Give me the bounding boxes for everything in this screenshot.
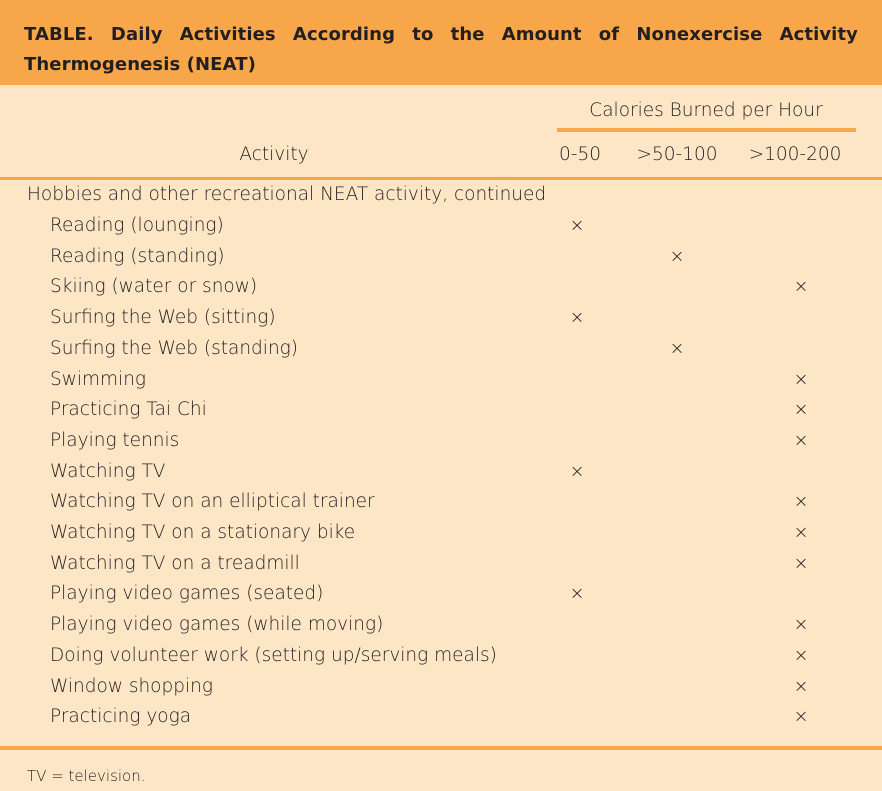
table-row: [0, 610, 882, 641]
mark-c3: ×: [793, 644, 809, 666]
mark-c2: ×: [669, 337, 685, 359]
table-row: [0, 365, 882, 396]
header-divider: [0, 177, 882, 180]
table-title: TABLE. Daily Activities According to the Amount of Nonexercise Activity Thermogenesis (NEAT): [0, 0, 882, 85]
table-row: [0, 211, 882, 242]
mark-c2: ×: [669, 245, 685, 267]
mark-c3: ×: [793, 706, 809, 728]
table-row: [0, 579, 882, 610]
activity-label: Watching TV on a treadmill: [50, 552, 300, 574]
footnote: TV = television.: [27, 767, 146, 785]
mark-c1: ×: [569, 307, 585, 329]
calories-header-rule: [557, 128, 856, 132]
mark-c3: ×: [793, 429, 809, 451]
activity-label: Playing video games (seated): [50, 583, 324, 605]
mark-c3: ×: [793, 276, 809, 298]
mark-c3: ×: [793, 399, 809, 421]
table-row: [0, 641, 882, 672]
activity-label: Practicing Tai Chi: [50, 399, 207, 421]
table-row: [0, 272, 882, 303]
calories-header: Calories Burned per Hour: [589, 100, 823, 121]
mark-c1: ×: [569, 583, 585, 605]
activity-label: Practicing yoga: [50, 706, 192, 728]
activity-label: Skiing (water or snow): [50, 276, 258, 298]
table-row: [0, 487, 882, 518]
activity-column-header: Activity: [239, 144, 309, 165]
table-row: [0, 457, 882, 488]
activity-label: Watching TV: [50, 460, 166, 482]
section-heading: Hobbies and other recreational NEAT activity, continued: [27, 184, 547, 205]
activity-label: Watching TV on an elliptical trainer: [50, 491, 375, 513]
mark-c3: ×: [793, 491, 809, 513]
mark-c3: ×: [793, 522, 809, 543]
mark-c3: ×: [793, 552, 809, 574]
footer-divider: [0, 746, 882, 750]
activity-label: Doing volunteer work (setting up/serving meals): [50, 644, 497, 666]
mark-c3: ×: [793, 368, 809, 390]
activity-label: Surfing the Web (standing): [50, 337, 298, 359]
mark-c3: ×: [793, 614, 809, 636]
table-row: [0, 549, 882, 580]
activity-label: Watching TV on a stationary bike: [50, 522, 356, 543]
column-header-100-200: >100-200: [748, 144, 842, 165]
table-row: [0, 426, 882, 457]
table-row: [0, 702, 882, 733]
activity-label: Surfing the Web (sitting): [50, 307, 276, 329]
activity-label: Reading (standing): [50, 245, 225, 267]
table-row: [0, 242, 882, 273]
mark-c3: ×: [793, 675, 809, 697]
table-row: [0, 672, 882, 703]
mark-c1: ×: [569, 460, 585, 482]
table-row: [0, 518, 882, 549]
column-header-0-50: 0-50: [559, 144, 601, 165]
activity-label: Reading (lounging): [50, 215, 224, 236]
activity-label: Window shopping: [50, 675, 213, 697]
column-header-50-100: >50-100: [636, 144, 718, 165]
table-row: [0, 334, 882, 365]
table-row: [0, 303, 882, 334]
mark-c1: ×: [569, 215, 585, 236]
activity-label: Swimming: [50, 368, 147, 390]
table-row: [0, 395, 882, 426]
activity-label: Playing tennis: [50, 429, 180, 451]
activity-label: Playing video games (while moving): [50, 614, 384, 636]
